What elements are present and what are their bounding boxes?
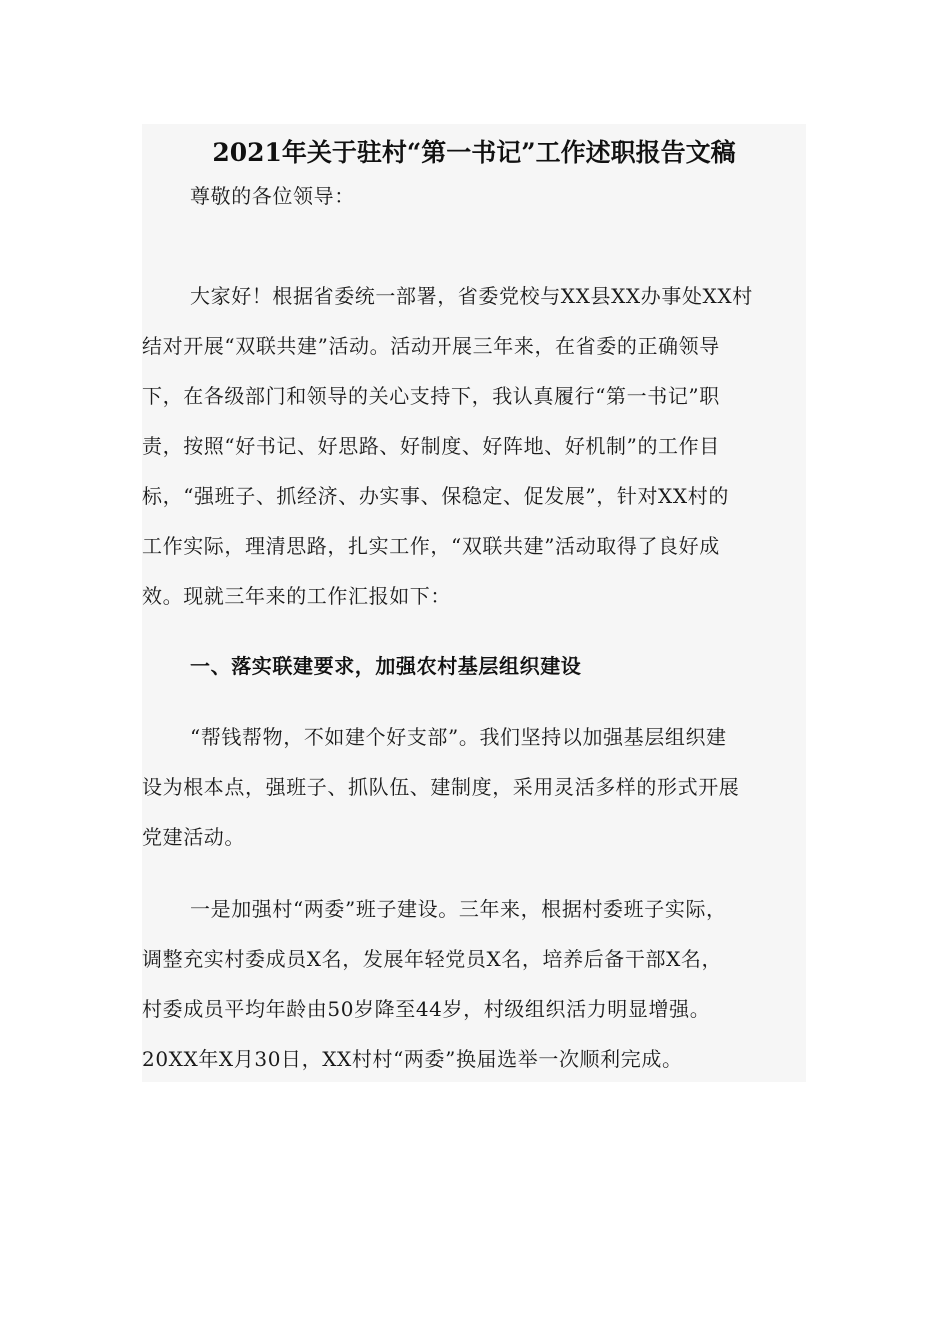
paragraph-line: 20XX年X月30日，XX村村“两委”换届选举一次顺利完成。 [142, 1047, 683, 1071]
paragraph-line: “帮钱帮物，不如建个好支部”。我们坚持以加强基层组织建 [190, 725, 727, 749]
paragraph-line: 标，“强班子、抓经济、办实事、保稳定、促发展”，针对XX村的 [142, 484, 729, 508]
paragraph-line: 设为根本点，强班子、抓队伍、建制度，采用灵活多样的形式开展 [142, 775, 740, 799]
paragraph-line: 村委成员平均年龄由50岁降至44岁，村级组织活力明显增强。 [142, 997, 711, 1021]
intro-paragraph [142, 271, 802, 621]
paragraph-line: 党建活动。 [142, 825, 245, 849]
paragraph-line: 下，在各级部门和领导的关心支持下，我认真履行“第一书记”职 [142, 384, 720, 408]
salutation-text: 尊敬的各位领导： [190, 184, 355, 208]
paragraph-line: 效。现就三年来的工作汇报如下： [142, 584, 451, 608]
section-heading-text: 一、落实联建要求，加强农村基层组织建设 [190, 654, 582, 678]
salutation [142, 171, 802, 221]
paragraph-line: 责，按照“好书记、好思路、好制度、好阵地、好机制”的工作目 [142, 434, 720, 458]
paragraph-line: 一是加强村“两委”班子建设。三年来，根据村委班子实际， [190, 897, 727, 921]
paragraph-line: 大家好！根据省委统一部署，省委党校与XX县XX办事处XX村 [190, 284, 753, 308]
section-heading [142, 641, 802, 691]
paragraph-line: 结对开展“双联共建”活动。活动开展三年来，在省委的正确领导 [142, 334, 720, 358]
section-paragraph [142, 712, 802, 862]
paragraph-line: 工作实际，理清思路，扎实工作，“双联共建”活动取得了良好成 [142, 534, 720, 558]
document-title: 2021年关于驻村“第一书记”工作述职报告文稿 [212, 138, 736, 167]
point-paragraph [142, 884, 802, 1084]
paragraph-line: 调整充实村委成员X名，发展年轻党员X名，培养后备干部X名， [142, 947, 723, 971]
